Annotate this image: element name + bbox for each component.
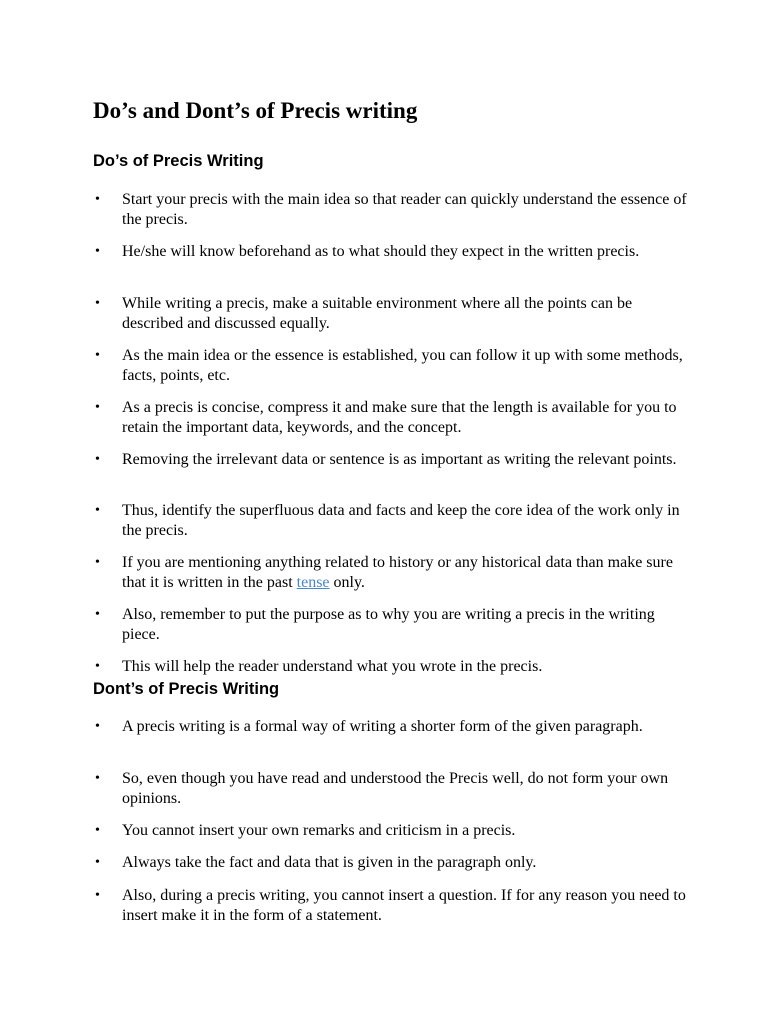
list-item-text: He/she will know beforehand as to what should they expect in the written precis. [122,243,640,260]
list-item-text: This will help the reader understand what you wrote in the precis. [122,658,543,675]
list-item-text [122,553,692,593]
bullet-icon: • [95,452,100,467]
bullet-icon: • [95,503,100,518]
list-item-text: Removing the irrelevant data or sentence is as important as writing the relevant points. [122,451,677,468]
bullet-icon: • [95,296,100,311]
bullet-icon: • [95,244,100,259]
list-item-text-before-link: If you are mentioning anything related to history or any historical data than make sure that it is written in the past [122,554,673,591]
bullet-icon: • [95,607,100,622]
list-item-text: Start your precis with the main idea so that reader can quickly understand the essence of the precis. [122,191,687,228]
list-item-text: Also, remember to put the purpose as to why you are writing a precis in the writing piece. [122,606,655,643]
bullet-icon: • [95,555,100,570]
bullet-icon: • [95,348,100,363]
list-item-text: While writing a precis, make a suitable environment where all the points can be described and discussed equally. [122,295,633,332]
bullet-icon: • [95,192,100,207]
bullet-icon: • [95,888,100,903]
bullet-icon: • [95,823,100,838]
donts-section-heading: Dont’s of Precis Writing [93,680,280,698]
list-item-text: Always take the fact and data that is given in the paragraph only. [122,854,537,871]
list-item-text-after-link: only. [329,574,365,591]
list-item-text: As a precis is concise, compress it and make sure that the length is available for you to retain the important data, keywords, and the concept. [122,399,677,436]
list-item-text: You cannot insert your own remarks and criticism in a precis. [122,822,516,839]
list-item-text: As the main idea or the essence is established, you can follow it up with some methods, facts, points, etc. [122,347,683,384]
bullet-icon: • [95,659,100,674]
bullet-icon: • [95,719,100,734]
dos-section-heading: Do’s of Precis Writing [93,152,264,170]
list-item-text: A precis writing is a formal way of writing a shorter form of the given paragraph. [122,718,643,735]
document-title: Do’s and Dont’s of Precis writing [93,98,418,123]
list-item-text: Thus, identify the superfluous data and facts and keep the core idea of the work only in the precis. [122,502,680,539]
bullet-icon: • [95,400,100,415]
bullet-icon: • [95,771,100,786]
tense-link[interactable]: tense [296,574,330,591]
list-item-text: So, even though you have read and understood the Precis well, do not form your own opinions. [122,770,669,807]
bullet-icon: • [95,855,100,870]
list-item-text: Also, during a precis writing, you cannot insert a question. If for any reason you need to insert make it in the form of a statement. [122,887,686,924]
